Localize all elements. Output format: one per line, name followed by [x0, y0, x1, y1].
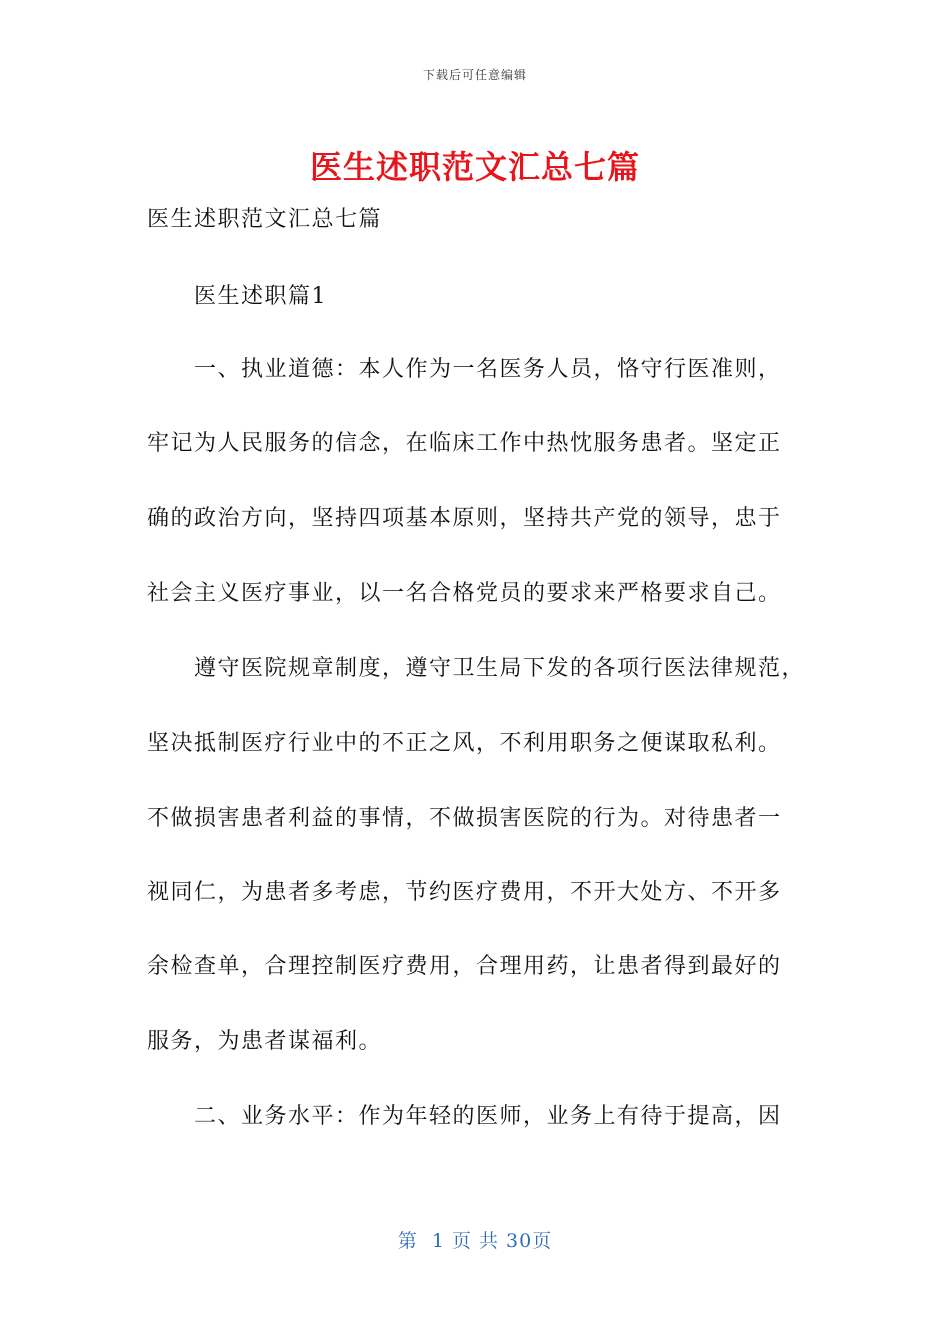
body-line: 不做损害患者利益的事情，不做损害医院的行为。对待患者一: [147, 806, 782, 831]
page-number: 第 1 页 共 30页: [397, 1230, 553, 1252]
body-line: 遵守医院规章制度，遵守卫生局下发的各项行医法律规范，: [194, 656, 806, 681]
body-line: 确的政治方向，坚持四项基本原则，坚持共产党的领导，忠于: [147, 506, 782, 531]
section-heading: 医生述职篇1: [194, 284, 327, 309]
body-line: 牢记为人民服务的信念，在临床工作中热忱服务患者。坚定正: [147, 431, 782, 456]
body-line: 一、执业道德：本人作为一名医务人员，恪守行医准则，: [194, 357, 782, 382]
body-line: 余检查单，合理控制医疗费用，合理用药，让患者得到最好的: [147, 954, 782, 979]
body-line: 坚决抵制医疗行业中的不正之风，不利用职务之便谋取私利。: [147, 731, 782, 756]
document-title: 医生述职范文汇总七篇: [309, 148, 640, 186]
body-line: 社会主义医疗事业，以一名合格党员的要求来严格要求自己。: [147, 581, 782, 606]
body-line: 服务，为患者谋福利。: [147, 1029, 383, 1054]
body-line: 二、业务水平：作为年轻的医师，业务上有待于提高，因: [194, 1104, 782, 1129]
body-line: 视同仁，为患者多考虑，节约医疗费用，不开大处方、不开多: [147, 880, 782, 905]
header-note: 下载后可任意编辑: [422, 68, 527, 82]
subtitle-line: 医生述职范文汇总七篇: [147, 207, 383, 232]
